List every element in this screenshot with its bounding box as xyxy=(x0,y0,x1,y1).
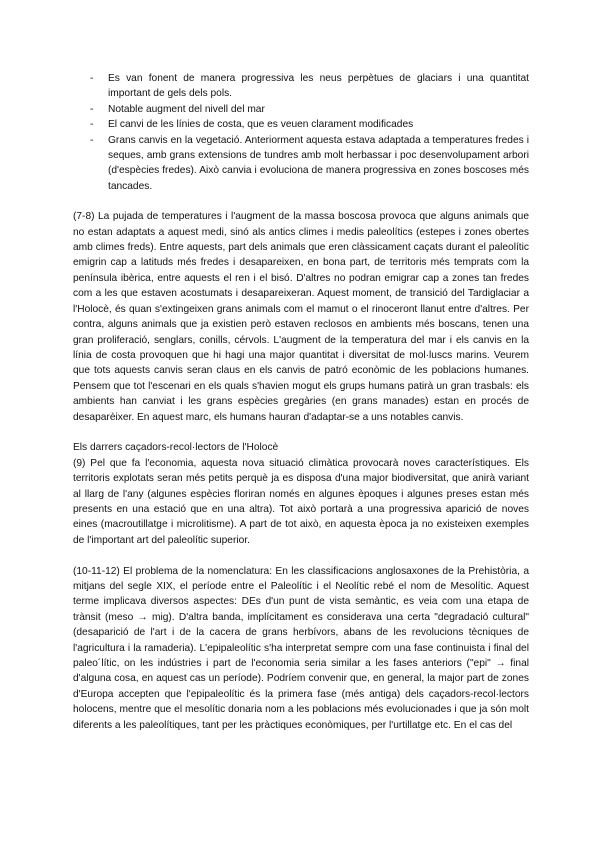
section-heading: Els darrers caçadors-recol·lectors de l'Holocè xyxy=(73,442,279,454)
list-item xyxy=(90,133,529,195)
climate-changes-list xyxy=(73,71,529,194)
bullet-dash: - xyxy=(90,119,94,131)
bullet-dash: - xyxy=(90,73,94,84)
paragraph-nomenclature: (10-11-12) El problema de la nomenclatura: En les classificacions anglosaxones de la Prehistòria, a mitjans del segle XIX, el període entre el Paleolític i el Neolític rebé el nom de Mesolític. Aquest terme implicava diversos aspectes: DEs d'un punt de vista semàntic, es veia com una etapa de trànsit (meso → mig). D'altra banda, implícitament es considerava una certa "degradació cultural" (desaparició de l'art i de la cacera de grans herbívors, abans de les revolucions tècniques de l'agricultura i la ramaderia). L'epipaleolític s'ha interpretat sempre com una fase continuista i final del paleo´lític, on les indústries i part de l'economia seria similar a les fases anteriors ("epi" → final d'alguna cosa, en aquest cas un període). Podríem convenir que, en general, la major part de zones d'Europa accepten que l'epipaleolític és la primera fase (més antiga) dels caçadors-recol·lectors holocens, mentre que el mesolític donaria nom a les poblacions més evolucionades i que ja són molt diferents a les paleolítiques, tant per les pràctiques econòmiques, per l'urtillatge etc. En el cas del xyxy=(73,565,529,731)
list-item-text: Grans canvis en la vegetació. Anteriorment aquesta estava adaptada a temperatures fredes i seques, amb grans extensions de tundres amb molt herbassar i poc desenvolupament arbori (d'espècies fredes). Això canvia i evoluciona de manera progressiva en zones boscoses més tancades. xyxy=(108,134,529,192)
section-holocene-hunter-gatherers xyxy=(73,440,529,548)
bullet-dash: - xyxy=(90,103,94,115)
list-item-text: El canvi de les línies de costa, que es veuen clarament modificades xyxy=(108,119,414,131)
list-item-text: Es van fonent de manera progressiva les neus perpètues de glaciars i una quantitat important de gels dels pols. xyxy=(108,73,529,100)
bullet-dash: - xyxy=(90,134,94,146)
paragraph-economy: (9) Pel que fa l'economia, aquesta nova situació climàtica provocarà noves característiques. Els territoris explotats seran més petits perquè ja es disposa d'una major biodiversitat, que anirà variant al llarg de l'any (algunes espècies floriran només en algunes èpoques i algunes preses estan més presents en una estació que en una altra). Tot això portarà a una progressiva aparició de noves eines (macroutillatge i microlitisme). A part de tot això, en aquesta època ja no existeixen exemples de l'important art del paleolític superior. xyxy=(73,457,529,546)
list-item xyxy=(90,71,529,102)
list-item xyxy=(90,102,529,117)
paragraph-fauna-changes: (7-8) La pujada de temperatures i l'augment de la massa boscosa provoca que alguns animals que no estan adaptats a aquest medi, sinó als antics climes i medis paleolítics (estepes i zones obertes amb climes freds). Entre aquests, part dels animals que eren clàssicament caçats durant el paleolític emigrin cap a latituds més fredes i desapareixen, en bona part, de territoris més temprats com la península ibèrica, entre aquests el ren i el bisó. D'altres no podran emigrar cap a zones tan fredes com a les que estaven acostumats i desapareixeran. Aquest moment, de transició del Tardiglaciar a l'Holocè, és quan s'extingeixen grans animals com el mamut o el rinoceront llanut entre d'altres. Per contra, alguns animals que ja existien però estaven reclosos en ambients més boscans, tenen una gran proliferació, senglars, conills, cérvols. L'augment de la temperatura del mar i els canvis en la línia de costa provoquen que hi hagi una major quantitat i diversitat de mol·luscs marins. Veurem que tots aquests canvis seran claus en els canvis de patró econòmic de les poblacions humanes. Pensem que tot l'escenari en els quals s'havien mogut els grups humans patirà un gran trasbals: els ambients han canviat i les grans espècies gregàries (en grans manades) estan en procés de desaparèixer. En aquest marc, els humans hauran d'adaptar-se a uns notables canvis. xyxy=(73,211,529,423)
list-item-text: Notable augment del nivell del mar xyxy=(108,103,265,115)
list-item xyxy=(90,117,529,132)
document-page xyxy=(73,71,529,748)
